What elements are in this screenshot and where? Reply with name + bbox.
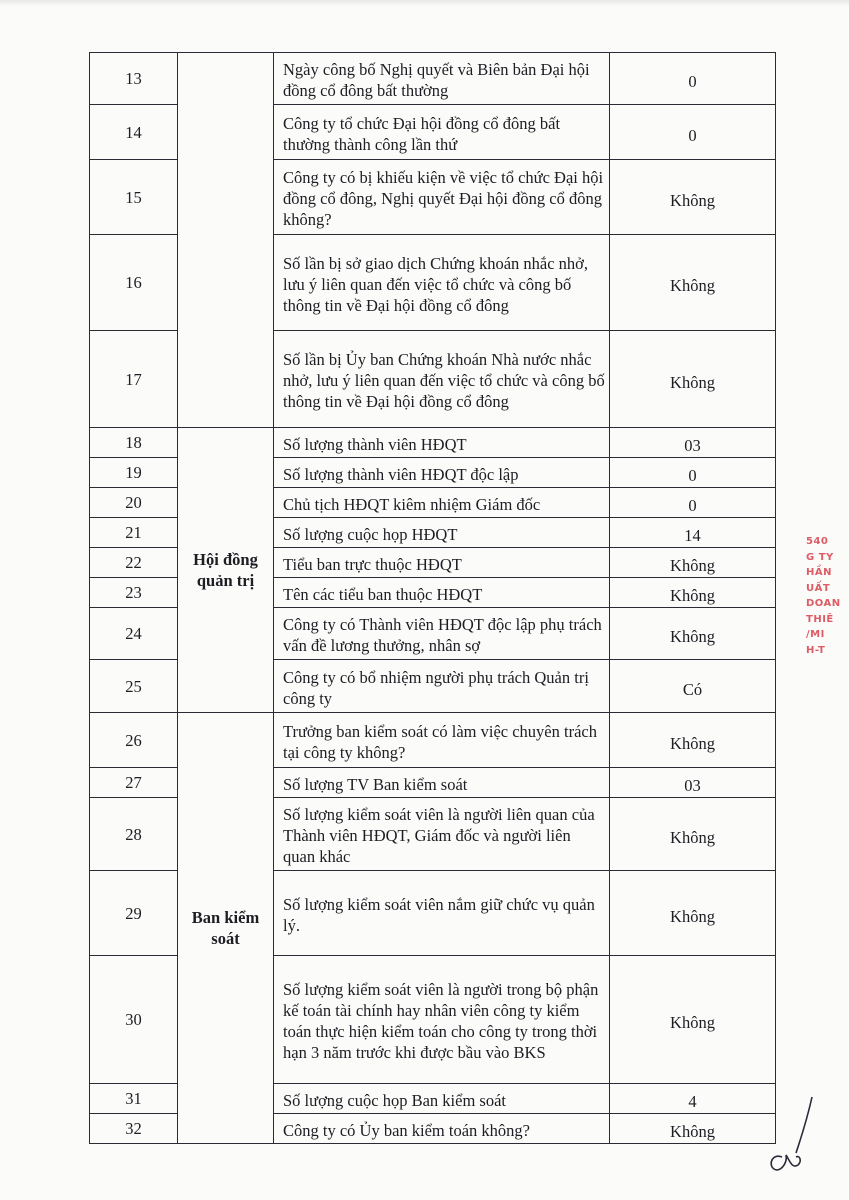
stamp-line: HẦN [806, 567, 832, 578]
row-question: Công ty có bổ nhiệm người phụ trách Quản trị công ty [274, 660, 610, 713]
row-answer: Không [610, 160, 776, 235]
row-question: Số lần bị sở giao dịch Chứng khoán nhắc nhở, lưu ý liên quan đến việc tổ chức và công bố thông tin về Đại hội đồng cổ đông [274, 235, 610, 331]
row-number: 31 [90, 1084, 178, 1114]
row-question: Trưởng ban kiểm soát có làm việc chuyên trách tại công ty không? [274, 713, 610, 768]
row-number: 26 [90, 713, 178, 768]
row-number: 25 [90, 660, 178, 713]
row-question: Ngày công bố Nghị quyết và Biên bản Đại hội đồng cổ đông bất thường [274, 53, 610, 105]
row-question: Số lần bị Ủy ban Chứng khoán Nhà nước nhắc nhở, lưu ý liên quan đến việc tổ chức và công bố thông tin về Đại hội đồng cổ đông [274, 331, 610, 428]
stamp-line: THIÊ [806, 613, 834, 625]
row-answer: Không [610, 1114, 776, 1144]
row-question: Số lượng kiểm soát viên là người trong bộ phận kế toán tài chính hay nhân viên công ty kiểm toán thực hiện kiểm toán cho công ty trong thời hạn 3 năm trước khi được bầu vào BKS [274, 956, 610, 1084]
row-number: 13 [90, 53, 178, 105]
row-answer: 4 [610, 1084, 776, 1114]
table-row [90, 713, 776, 768]
row-answer: Không [610, 548, 776, 578]
row-answer: Không [610, 713, 776, 768]
stamp-line: H-T [806, 644, 826, 656]
red-seal-stamp-fragment [806, 534, 849, 684]
group-label-supervisory: Ban kiểm soát [178, 713, 274, 1144]
row-question: Công ty có bị khiếu kiện về việc tổ chức Đại hội đồng cổ đông, Nghị quyết Đại hội đồng cổ đông không? [274, 160, 610, 235]
row-number: 15 [90, 160, 178, 235]
row-number: 19 [90, 458, 178, 488]
handwritten-initial-signature [760, 1095, 830, 1175]
row-answer: Không [610, 331, 776, 428]
row-answer: 0 [610, 105, 776, 160]
row-question: Số lượng cuộc họp Ban kiểm soát [274, 1084, 610, 1114]
row-answer: Không [610, 608, 776, 660]
group-cell-empty [178, 53, 274, 428]
row-answer: Không [610, 956, 776, 1084]
row-number: 21 [90, 518, 178, 548]
stamp-line: 540 [806, 536, 829, 547]
row-number: 30 [90, 956, 178, 1084]
row-answer: 03 [610, 768, 776, 798]
row-answer: 14 [610, 518, 776, 548]
page-edge-shadow [0, 0, 849, 6]
stamp-line: DOAN [806, 598, 841, 609]
row-answer: Không [610, 235, 776, 331]
row-question: Công ty tổ chức Đại hội đồng cổ đông bất thường thành công lần thứ [274, 105, 610, 160]
row-answer: Có [610, 660, 776, 713]
row-question: Số lượng cuộc họp HĐQT [274, 518, 610, 548]
group-label-board: Hội đồng quản trị [178, 428, 274, 713]
table-row [90, 53, 776, 105]
row-number: 22 [90, 548, 178, 578]
row-number: 16 [90, 235, 178, 331]
row-question: Tên các tiểu ban thuộc HĐQT [274, 578, 610, 608]
row-question: Số lượng TV Ban kiểm soát [274, 768, 610, 798]
row-answer: 0 [610, 488, 776, 518]
row-answer: 03 [610, 428, 776, 458]
row-number: 29 [90, 871, 178, 956]
stamp-line: UẤT [806, 582, 831, 594]
row-question: Số lượng thành viên HĐQT [274, 428, 610, 458]
row-number: 20 [90, 488, 178, 518]
stamp-line: /MI [806, 629, 825, 640]
stamp-line: G TY [806, 551, 834, 563]
row-number: 17 [90, 331, 178, 428]
row-question: Tiểu ban trực thuộc HĐQT [274, 548, 610, 578]
row-number: 32 [90, 1114, 178, 1144]
row-number: 14 [90, 105, 178, 160]
row-answer: Không [610, 798, 776, 871]
row-answer: Không [610, 871, 776, 956]
row-question: Công ty có Thành viên HĐQT độc lập phụ trách vấn đề lương thưởng, nhân sợ [274, 608, 610, 660]
row-number: 23 [90, 578, 178, 608]
row-question: Số lượng kiểm soát viên là người liên quan của Thành viên HĐQT, Giám đốc và người liên quan khác [274, 798, 610, 871]
row-number: 28 [90, 798, 178, 871]
row-question: Số lượng kiểm soát viên nắm giữ chức vụ quản lý. [274, 871, 610, 956]
governance-table [89, 52, 776, 1144]
row-number: 18 [90, 428, 178, 458]
row-question: Chủ tịch HĐQT kiêm nhiệm Giám đốc [274, 488, 610, 518]
row-answer: 0 [610, 53, 776, 105]
row-answer: Không [610, 578, 776, 608]
row-answer: 0 [610, 458, 776, 488]
row-number: 27 [90, 768, 178, 798]
row-question: Công ty có Ủy ban kiểm toán không? [274, 1114, 610, 1144]
row-question: Số lượng thành viên HĐQT độc lập [274, 458, 610, 488]
table-row [90, 428, 776, 458]
row-number: 24 [90, 608, 178, 660]
